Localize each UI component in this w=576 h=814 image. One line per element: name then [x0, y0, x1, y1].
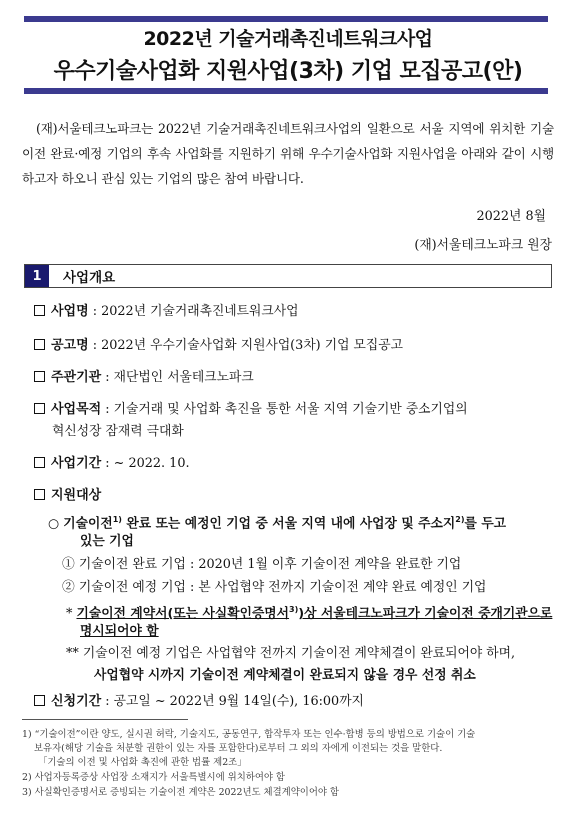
checkbox-square-icon: [34, 339, 45, 350]
item-apply-period: 신청기간 : 공고일 ~ 2022년 9월 14일(수), 16:00까지: [34, 690, 554, 714]
item-purpose-cont: 혁신성장 잠재력 극대화: [52, 424, 184, 439]
section-title: 사업개요: [63, 270, 116, 286]
checkbox-square-icon: [34, 371, 45, 382]
target-note-2-cont: 사업협약 시까지 기술이전 계약체결이 완료되지 않을 경우 선정 취소: [94, 668, 476, 683]
target-main: ○ 기술이전$^{1)}$ 완료 또는 예정인 기업 중 서울 지역 내에 사업장 및 주소지$^{2)}$를 두고: [48, 515, 507, 532]
title-line-1: 2022년 기술거래촉진네트워크사업: [143, 28, 433, 50]
footnote-3: 3) 사실확인증명서로 증빙되는 기술이전 계약은 2022년도 체결계약이어야 함: [22, 787, 339, 798]
footnote-2: 2) 사업자등록증상 사업장 소재지가 서울특별시에 위치하여야 함: [22, 772, 285, 783]
item-project-name: 사업명 : 2022년 기술거래촉진네트워크사업: [34, 300, 554, 324]
target-note-2: ** 기술이전 예정 기업은 사업협약 전까지 기술이전 계약체결이 완료되어야 하며,: [66, 646, 516, 661]
section-number: 1: [25, 265, 49, 287]
title-bottom-rule: [24, 88, 548, 94]
issuer: (재)서울테크노파크 원장: [414, 238, 552, 253]
footnote-1-cont: 보유자(해당 기술을 처분할 권한이 있는 자를 포함한다)로부터 그 외의 자에게 이전되는 것을 말한다.: [34, 743, 443, 754]
footnote-1-law: 「기술의 이전 및 사업화 촉진에 관한 법률 제2조」: [38, 757, 247, 768]
item-notice-name: 공고명 : 2022년 우수기술사업화 지원사업(3차) 기업 모집공고: [34, 334, 554, 358]
title-line-2: 우수기술사업화 지원사업(3차) 기업 모집공고(안): [53, 59, 523, 84]
footnote-divider: [22, 719, 188, 720]
target-note-1-cont: 명시되어야 함: [80, 624, 159, 639]
section-header: [24, 264, 552, 288]
checkbox-square-icon: [34, 457, 45, 468]
checkbox-square-icon: [34, 489, 45, 500]
target-main-cont: 있는 기업: [80, 534, 134, 549]
checkbox-square-icon: [34, 305, 45, 316]
intro-paragraph: (재)서울테크노파크는 2022년 기술거래촉진네트워크사업의 일환으로 서울 지역에 위치한 기술이전 완료·예정 기업의 후속 사업화를 지원하기 위해 우수기술사업화 지원사업을 아래와 같이 시행하고자 하오니 관심 있는 기업의 많은 참여 바랍니다.: [22, 121, 554, 186]
target-note-1: * 기술이전 계약서(또는 사실확인증명서$^{3)}$)상 서울테크노파크가 기술이전 중개기관으로: [66, 605, 553, 622]
footnote-1: 1) “기술이전”이란 양도, 실시권 허락, 기술지도, 공동연구, 합작투자 또는 인수·합병 등의 방법으로 기술이 기술: [22, 729, 476, 740]
target-option-2: ② 기술이전 예정 기업 : 본 사업협약 전까지 기술이전 계약 완료 예정인 기업: [62, 580, 487, 595]
checkbox-square-icon: [34, 695, 45, 706]
item-target: 지원대상: [34, 484, 554, 508]
item-period: 사업기간 : ~ 2022. 10.: [34, 452, 554, 476]
top-rule: [24, 16, 548, 22]
checkbox-square-icon: [34, 403, 45, 414]
notice-date: 2022년 8월: [476, 209, 546, 224]
item-purpose: 사업목적 : 기술거래 및 사업화 촉진을 통한 서울 지역 기술기반 중소기업의: [34, 398, 554, 422]
target-option-1: ① 기술이전 완료 기업 : 2020년 1월 이후 기술이전 계약을 완료한 기업: [62, 557, 462, 572]
item-host: 주관기관 : 재단법인 서울테크노파크: [34, 366, 554, 390]
